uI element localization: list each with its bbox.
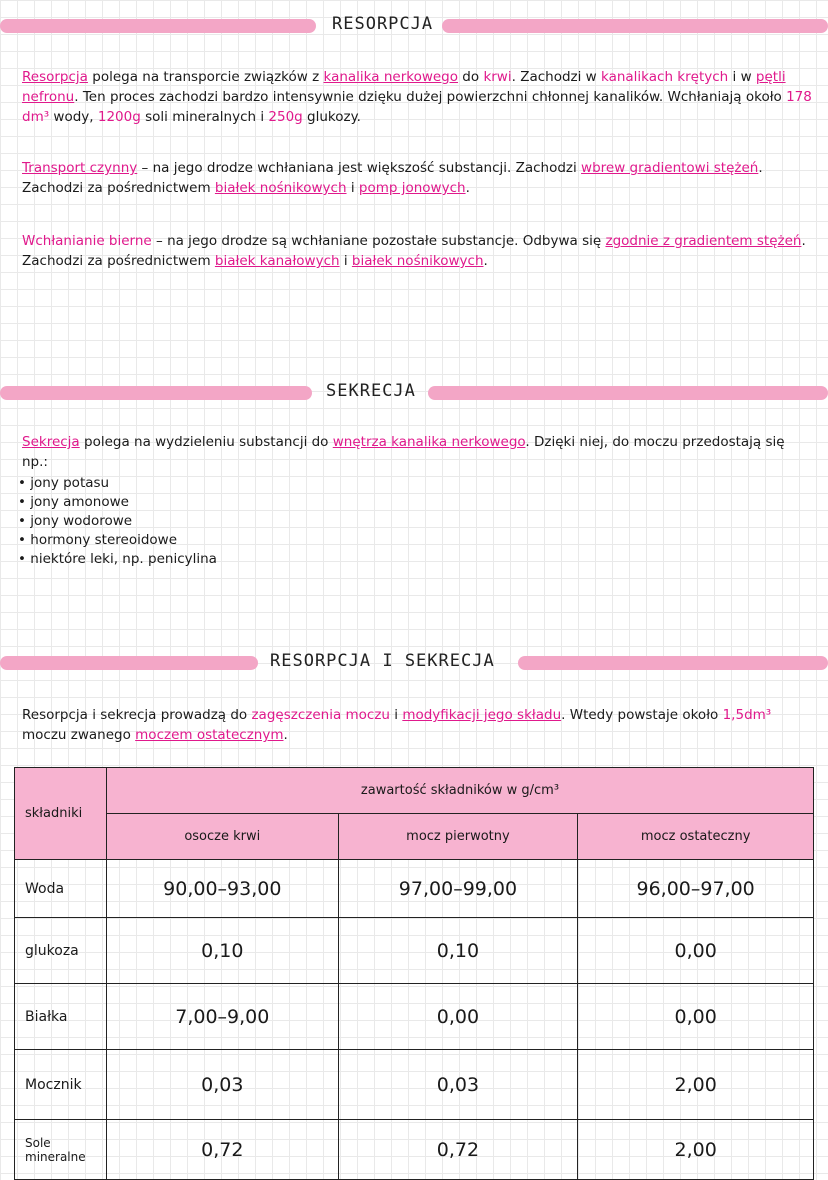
table-cell: 0,03: [338, 1050, 578, 1120]
table-group-header: zawartość składników w g/cm³: [106, 768, 813, 814]
table-cell: 90,00–93,00: [106, 860, 338, 918]
row-label: Woda: [15, 860, 107, 918]
column-header: mocz ostateczny: [578, 814, 814, 860]
list-item: • hormony stereoidowe: [18, 531, 217, 550]
table-cell: 0,72: [338, 1120, 578, 1180]
list-item: • niektóre leki, np. penicylina: [18, 550, 217, 569]
table-cell: 0,10: [106, 918, 338, 984]
table-cell: 97,00–99,00: [338, 860, 578, 918]
secreted-substances-list: [18, 474, 217, 569]
row-label: glukoza: [15, 918, 107, 984]
composition-table: [14, 767, 814, 1180]
section-bar-right: [442, 19, 828, 33]
section-bar-left: [0, 656, 258, 670]
table-cell: 0,00: [338, 984, 578, 1050]
paragraph-both: Resorpcja i sekrecja prowadzą do zagęszczenia moczu i modyfikacji jego składu. Wtedy powstaje około 1,5dm³ moczu zwanego moczem ostatecznym.: [22, 707, 772, 743]
table-cell: 0,00: [578, 984, 814, 1050]
section-title-resorpcja: RESORPCJA: [332, 14, 434, 34]
section-bar-left: [0, 386, 312, 400]
paragraph-wchlanianie-bierne: Wchłanianie bierne – na jego drodze są wchłaniane pozostałe substancje. Odbywa się zgodnie z gradientem stężeń. Zachodzi za pośrednictwem białek kanałowych i białek nośnikowych.: [22, 233, 806, 269]
paragraph-resorpcja: Resorpcja polega na transporcie związków z kanalika nerkowego do krwi. Zachodzi w kanalikach krętych i w pętli nefronu. Ten proces zachodzi bardzo intensywnie dzięku dużej powierzchni chłonnej kanalików. Wchłaniają około 178 dm³ wody, 1200g soli mineralnych i 250g glukozy.: [22, 69, 812, 125]
list-item: • jony amonowe: [18, 493, 217, 512]
section-title-both: RESORPCJA I SEKRECJA: [270, 651, 495, 671]
table-cell: 2,00: [578, 1120, 814, 1180]
table-row: [15, 1120, 814, 1180]
list-item: • jony potasu: [18, 474, 217, 493]
section-bar-right: [428, 386, 828, 400]
table-cell: 0,03: [106, 1050, 338, 1120]
table-cell: 7,00–9,00: [106, 984, 338, 1050]
table-row: [15, 918, 814, 984]
table-corner-header: składniki: [15, 768, 107, 860]
list-item: • jony wodorowe: [18, 512, 217, 531]
table-cell: 2,00: [578, 1050, 814, 1120]
table-row: [15, 860, 814, 918]
table-cell: 96,00–97,00: [578, 860, 814, 918]
column-header: osocze krwi: [106, 814, 338, 860]
table-cell: 0,10: [338, 918, 578, 984]
table-cell: 0,00: [578, 918, 814, 984]
section-title-sekrecja: SEKRECJA: [326, 381, 416, 401]
row-label: Sole mineralne: [15, 1120, 107, 1180]
paragraph-sekrecja: Sekrecja polega na wydzieleniu substancji do wnętrza kanalika nerkowego. Dzięki niej, do moczu przedostają się np.:: [22, 434, 785, 470]
table-row: [15, 1050, 814, 1120]
row-label: Białka: [15, 984, 107, 1050]
column-header: mocz pierwotny: [338, 814, 578, 860]
row-label: Mocznik: [15, 1050, 107, 1120]
table-cell: 0,72: [106, 1120, 338, 1180]
paragraph-transport-czynny: Transport czynny – na jego drodze wchłaniana jest większość substancji. Zachodzi wbrew gradientowi stężeń. Zachodzi za pośrednictwem białek nośnikowych i pomp jonowych.: [22, 160, 763, 196]
table-row: [15, 984, 814, 1050]
section-bar-left: [0, 19, 316, 33]
section-bar-right: [518, 656, 828, 670]
